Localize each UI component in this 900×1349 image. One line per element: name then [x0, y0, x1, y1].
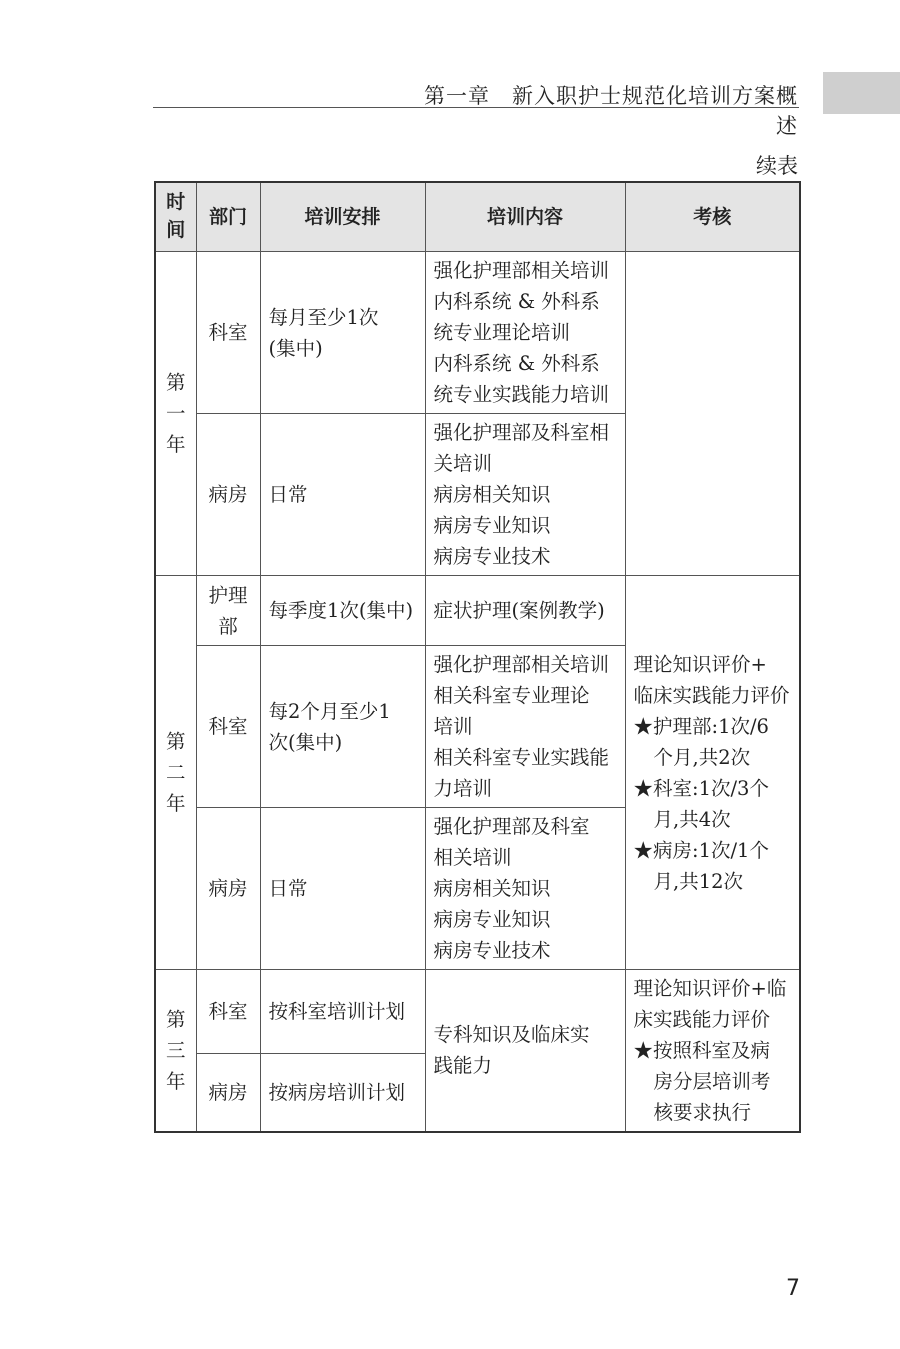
- content-cell: [425, 252, 625, 414]
- assessment-line: 床实践能力评价: [633, 1007, 771, 1031]
- dept-line: 护理: [208, 583, 248, 607]
- year2-cell: [155, 576, 196, 970]
- dept-cell: 科室: [196, 252, 260, 414]
- year1-assessment-cell: [625, 252, 800, 576]
- content-line: 病房专业知识: [433, 908, 551, 931]
- arrangement-cell: [260, 808, 425, 970]
- content-cell: [425, 576, 625, 646]
- content-line: 强化护理部相关培训: [433, 259, 610, 282]
- arrangement-line: 按病房培训计划: [268, 1080, 406, 1104]
- continued-table-label: 续表: [756, 154, 798, 178]
- content-line: 相关科室专业实践能: [433, 746, 610, 769]
- content-line: 统专业实践能力培训: [433, 383, 610, 406]
- table-row: [155, 970, 800, 1054]
- dept-cell: 病房: [196, 414, 260, 576]
- content-cell: [425, 646, 625, 808]
- content-line: 病房专业技术: [433, 545, 551, 568]
- assessment-item-line: ★病房:1次/1个: [633, 838, 769, 862]
- arrangement-line: 日常: [268, 877, 308, 900]
- year2-label: 第二年: [165, 730, 186, 815]
- content-line: 相关培训: [433, 846, 512, 869]
- arrangement-cell: [260, 414, 425, 576]
- arrangement-line: 次(集中): [268, 730, 343, 754]
- page-number: 7: [786, 1276, 800, 1301]
- header-dept: 部门: [196, 182, 260, 252]
- year1-label: 第一年: [165, 371, 186, 456]
- content-line: 强化护理部相关培训: [433, 653, 610, 676]
- dept-cell: 科室: [196, 646, 260, 808]
- chapter-thumb-tab: [823, 72, 900, 114]
- assessment-item-line: 月,共12次: [653, 869, 744, 893]
- arrangement-line: 每月至少1次: [268, 305, 379, 329]
- assessment-item-line: ★按照科室及病: [633, 1038, 771, 1062]
- header-rule: [153, 107, 799, 108]
- year3-content-cell: [425, 970, 625, 1132]
- year1-cell: [155, 252, 196, 576]
- header-time-label: 时间: [166, 191, 186, 241]
- content-line: 症状护理(案例教学): [433, 599, 605, 622]
- content-line: 相关科室专业理论: [433, 684, 590, 707]
- assessment-line: 理论知识评价+: [633, 652, 767, 676]
- chapter-title: 第一章 新入职护士规范化培训方案概述: [424, 84, 798, 138]
- header-arrangement: 培训安排: [260, 182, 425, 252]
- arrangement-line: 按科室培训计划: [268, 1000, 406, 1023]
- header-time: [155, 182, 196, 252]
- year3-label: 第三年: [165, 1007, 186, 1093]
- table-header-row: [155, 182, 800, 252]
- content-line: 病房专业技术: [433, 939, 551, 962]
- assessment-item-line: 房分层培训考: [653, 1069, 771, 1093]
- content-cell: [425, 808, 625, 970]
- content-line: 关培训: [433, 452, 493, 475]
- assessment-line: 临床实践能力评价: [633, 683, 790, 707]
- content-line: 强化护理部及科室: [433, 815, 590, 838]
- header-assessment: 考核: [625, 182, 800, 252]
- assessment-item-line: 核要求执行: [653, 1100, 752, 1124]
- training-plan-table: [154, 181, 801, 1133]
- year2-assessment-cell: [625, 576, 800, 970]
- arrangement-cell: [260, 1054, 425, 1132]
- arrangement-line: (集中): [268, 336, 323, 360]
- dept-cell: [196, 576, 260, 646]
- arrangement-cell: [260, 646, 425, 808]
- content-line: 病房专业知识: [433, 514, 551, 537]
- assessment-line: 理论知识评价+临: [633, 976, 787, 1000]
- content-line: 病房相关知识: [433, 877, 551, 900]
- arrangement-cell: [260, 252, 425, 414]
- content-line: 统专业理论培训: [433, 321, 571, 344]
- content-line: 培训: [433, 715, 473, 738]
- content-line: 力培训: [433, 777, 493, 800]
- dept-line: 部: [218, 614, 238, 638]
- content-line: 病房相关知识: [433, 483, 551, 506]
- table-row: [155, 576, 800, 646]
- header-content: 培训内容: [425, 182, 625, 252]
- content-line: 强化护理部及科室相: [433, 421, 610, 444]
- content-line: 践能力: [433, 1054, 493, 1078]
- content-line: 内科系统 & 外科系: [433, 352, 600, 375]
- arrangement-line: 日常: [268, 483, 308, 506]
- assessment-item-line: ★科室:1次/3个: [633, 776, 769, 800]
- dept-cell: 病房: [196, 1054, 260, 1132]
- content-line: 专科知识及临床实: [433, 1023, 590, 1047]
- content-line: 内科系统 & 外科系: [433, 290, 600, 313]
- content-cell: [425, 414, 625, 576]
- arrangement-cell: [260, 576, 425, 646]
- arrangement-cell: [260, 970, 425, 1054]
- dept-cell: 科室: [196, 970, 260, 1054]
- arrangement-line: 每2个月至少1: [268, 699, 391, 723]
- arrangement-line: 每季度1次(集中): [268, 599, 414, 622]
- year3-assessment-cell: [625, 970, 800, 1132]
- assessment-item-line: 个月,共2次: [653, 745, 751, 769]
- assessment-item-line: 月,共4次: [653, 807, 731, 831]
- assessment-item-line: ★护理部:1次/6: [633, 714, 769, 738]
- year3-cell: [155, 970, 196, 1132]
- dept-cell: 病房: [196, 808, 260, 970]
- table-row: [155, 252, 800, 414]
